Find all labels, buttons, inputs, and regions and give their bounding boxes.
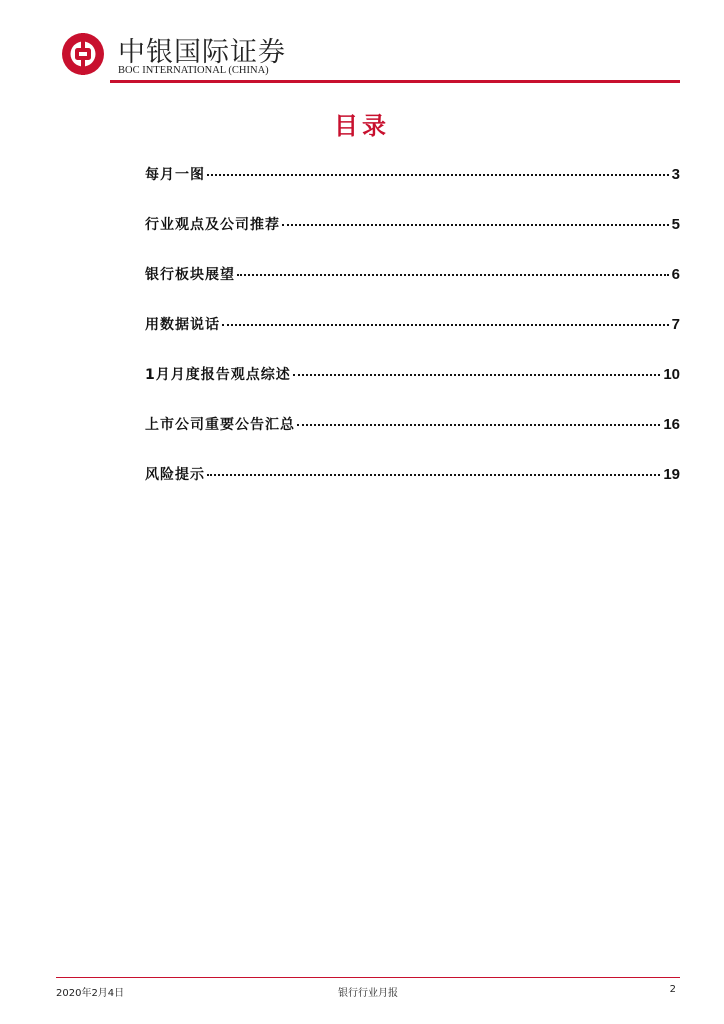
toc-dot-leader (282, 224, 669, 226)
footer-report-name: 银行行业月报 (338, 988, 398, 999)
boc-logo-icon (60, 31, 106, 77)
page-header (60, 28, 680, 84)
toc-entry-label: 银行板块展望 (145, 267, 235, 283)
toc-dot-leader (222, 324, 669, 326)
header-divider (110, 80, 680, 83)
toc-entry-label: 用数据说话 (145, 317, 220, 333)
toc-entry-label: 风险提示 (145, 467, 205, 483)
toc-dot-leader (237, 274, 669, 276)
page-footer (56, 984, 680, 1000)
toc-entry[interactable] (145, 364, 680, 414)
toc-entry[interactable] (145, 414, 680, 464)
toc-entry-label: 每月一图 (145, 167, 205, 183)
footer-date: 2020年2月4日 (56, 988, 125, 999)
toc-dot-leader (293, 374, 661, 376)
toc-entry-page: 6 (671, 266, 680, 283)
toc-entry[interactable] (145, 314, 680, 364)
toc-entry-page: 7 (671, 316, 680, 333)
toc-entry-label: 上市公司重要公告汇总 (145, 417, 295, 433)
toc-entry-label: 行业观点及公司推荐 (145, 217, 280, 233)
toc-dot-leader (297, 424, 660, 426)
brand-name-en: BOC INTERNATIONAL (CHINA) (118, 65, 269, 76)
toc-entry-page: 10 (663, 366, 680, 383)
brand-name-cn: 中银国际证券 (118, 37, 286, 68)
toc-entry-label: 1月月度报告观点综述 (145, 367, 291, 383)
toc-dot-leader (207, 474, 660, 476)
footer-page-number: 2 (669, 984, 676, 995)
toc-entry-page: 3 (671, 166, 680, 183)
toc-entry[interactable] (145, 164, 680, 214)
toc-entry-page: 19 (663, 466, 680, 483)
table-of-contents (145, 164, 680, 514)
toc-entry-page: 5 (671, 216, 680, 233)
toc-entry[interactable] (145, 214, 680, 264)
toc-title: 目录 (334, 112, 390, 140)
footer-divider (56, 977, 680, 978)
toc-entry-page: 16 (663, 416, 680, 433)
toc-entry[interactable] (145, 464, 680, 514)
toc-entry[interactable] (145, 264, 680, 314)
toc-dot-leader (207, 174, 669, 176)
